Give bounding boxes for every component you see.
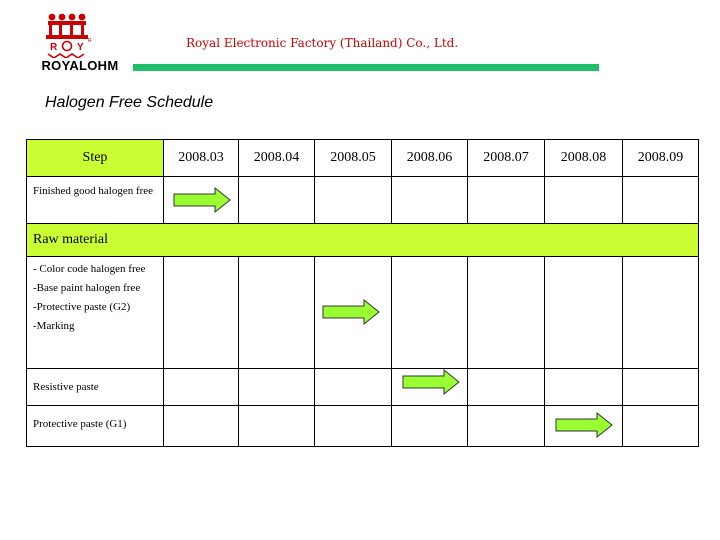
raw-material-row — [27, 224, 699, 257]
header-divider — [133, 64, 599, 71]
step-marking: -Marking — [33, 320, 75, 332]
schedule-table — [26, 139, 699, 447]
arrow-right-icon — [173, 187, 231, 213]
svg-text:R: R — [88, 38, 92, 44]
table-row — [27, 257, 699, 369]
arrow-right-icon — [555, 412, 613, 438]
month-header: 2008.09 — [623, 140, 699, 177]
arrow-right-icon — [322, 299, 380, 325]
page-title: Halogen Free Schedule — [45, 94, 214, 111]
month-header: 2008.03 — [164, 140, 239, 177]
royalohm-logo — [28, 12, 132, 78]
table-row — [27, 406, 699, 447]
arrow-right-icon — [402, 369, 460, 395]
table-header-row — [27, 140, 699, 177]
step-protective-g2: -Protective paste (G2) — [33, 301, 131, 313]
logo-mark-icon — [28, 12, 132, 58]
month-header: 2008.08 — [545, 140, 623, 177]
step-resistive-paste: Resistive paste — [33, 381, 99, 393]
month-header: 2008.05 — [315, 140, 392, 177]
svg-text:R: R — [50, 42, 58, 53]
step-header: Step — [27, 140, 164, 177]
month-header: 2008.07 — [468, 140, 545, 177]
raw-material-label: Raw material — [27, 224, 699, 257]
table-row — [27, 177, 699, 224]
step-finished-good: Finished good halogen free — [33, 185, 154, 197]
svg-text:Y: Y — [77, 42, 84, 53]
raw-material-steps — [27, 257, 163, 332]
logo-text: ROYALOHM — [41, 58, 119, 73]
company-name: Royal Electronic Factory (Thailand) Co., Ltd. — [186, 36, 459, 50]
table-row — [27, 369, 699, 406]
month-header: 2008.04 — [239, 140, 315, 177]
step-protective-g1: Protective paste (G1) — [33, 418, 127, 430]
step-color-code: - Color code halogen free — [33, 263, 146, 275]
step-base-paint: -Base paint halogen free — [33, 282, 141, 294]
month-header: 2008.06 — [392, 140, 468, 177]
